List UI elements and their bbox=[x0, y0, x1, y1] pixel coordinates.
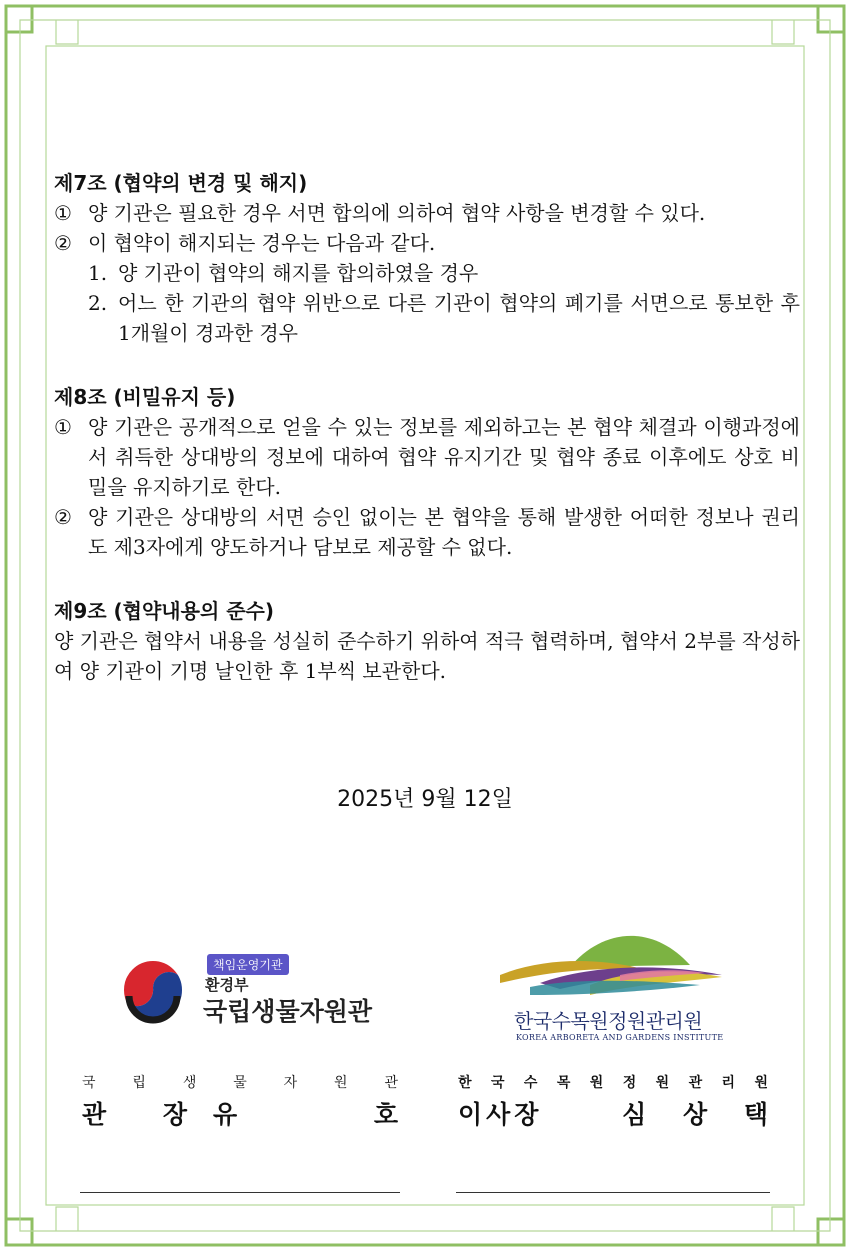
org-name-char: 생 bbox=[182, 1075, 197, 1091]
subclause-text: 양 기관이 협약의 해지를 합의하였을 경우 bbox=[118, 261, 479, 285]
ministry-name: 환경부 bbox=[205, 976, 249, 994]
subclause-text: 어느 한 기관의 협약 위반으로 다른 기관이 협약의 폐기를 서면으로 통보한 후 1개월이 경과한 경우 bbox=[118, 291, 800, 345]
org-name-char: 물 bbox=[233, 1075, 247, 1091]
taegeuk-icon bbox=[115, 952, 191, 1028]
signing-date: 2025년 9월 12일 bbox=[337, 787, 513, 812]
org-name-char: 목 bbox=[556, 1075, 571, 1091]
clause-number: ② bbox=[54, 505, 72, 529]
clause-text: 이 협약이 해지되는 경우는 다음과 같다. bbox=[88, 231, 436, 255]
subclause bbox=[54, 258, 800, 288]
institution-english-name: KOREA ARBORETA AND GARDENS INSTITUTE bbox=[516, 1033, 724, 1042]
signature-line-right bbox=[456, 1192, 770, 1193]
subclause bbox=[54, 288, 800, 348]
org-name-char: 원 bbox=[589, 1075, 604, 1091]
article-title: 제9조 (협약내용의 준수) bbox=[54, 599, 275, 623]
clause-text: 양 기관은 상대방의 서면 승인 없이는 본 협약을 통해 발생한 어떠한 정보나 권리도 제3자에게 양도하거나 담보로 제공할 수 없다. bbox=[88, 505, 800, 559]
mountain-icon bbox=[500, 925, 730, 1005]
signatory-person: 유 호 bbox=[212, 1100, 462, 1129]
clause-number: ② bbox=[54, 231, 72, 255]
signatory-person: 심 상 택 bbox=[622, 1100, 782, 1129]
institution-name: 국립생물자원관 bbox=[203, 997, 373, 1026]
org-name-char: 관 bbox=[688, 1075, 703, 1091]
org-name-char: 립 bbox=[132, 1075, 146, 1091]
subclause-number: 1. bbox=[88, 261, 108, 285]
org-name-char: 원 bbox=[334, 1075, 348, 1091]
article-9 bbox=[54, 596, 800, 686]
signature-line-left bbox=[80, 1192, 400, 1193]
article-title: 제7조 (협약의 변경 및 해지) bbox=[54, 171, 308, 195]
agreement-body bbox=[54, 168, 800, 720]
signatory-org-right bbox=[458, 1072, 768, 1092]
koagi-logo bbox=[500, 925, 730, 1050]
clause-number: ① bbox=[54, 201, 72, 225]
clause bbox=[54, 502, 800, 562]
agency-badge: 책임운영기관 bbox=[207, 954, 289, 975]
org-name-char: 한 bbox=[458, 1075, 472, 1091]
institution-name: 한국수목원정원관리원 bbox=[514, 1009, 703, 1033]
clause-text: 양 기관은 공개적으로 얻을 수 있는 정보를 제외하고는 본 협약 체결과 이행과정에서 취득한 상대방의 정보에 대하여 협약 유지기간 및 협약 종료 이후에도 상호 비밀을 유지하기로 한다. bbox=[88, 415, 800, 499]
article-text: 양 기관은 협약서 내용을 성실히 준수하기 위하여 적극 협력하며, 협약서 2부를 작성하여 양 기관이 기명 날인한 후 1부씩 보관한다. bbox=[54, 629, 800, 683]
clause-number: ① bbox=[54, 415, 72, 439]
article-8 bbox=[54, 382, 800, 562]
clause bbox=[54, 228, 800, 258]
org-name-char: 국 bbox=[490, 1075, 505, 1091]
signatory-title: 이사장 bbox=[458, 1100, 543, 1129]
subclause-number: 2. bbox=[88, 291, 108, 315]
clause-text: 양 기관은 필요한 경우 서면 합의에 의하여 협약 사항을 변경할 수 있다. bbox=[88, 201, 706, 225]
org-name-char: 정 bbox=[622, 1075, 637, 1091]
clause bbox=[54, 412, 800, 502]
org-name-char: 원 bbox=[754, 1075, 768, 1091]
org-name-char: 자 bbox=[283, 1075, 298, 1091]
article-7 bbox=[54, 168, 800, 348]
org-name-char: 원 bbox=[655, 1075, 670, 1091]
nibr-logo bbox=[115, 952, 375, 1032]
org-name-char: 리 bbox=[721, 1075, 736, 1091]
signatory-title: 관 장 bbox=[82, 1100, 212, 1129]
clause bbox=[54, 198, 800, 228]
signatory-org-left bbox=[82, 1072, 398, 1092]
org-name-char: 수 bbox=[523, 1075, 538, 1091]
org-name-char: 국 bbox=[82, 1075, 96, 1091]
article-title: 제8조 (비밀유지 등) bbox=[54, 385, 236, 409]
org-name-char: 관 bbox=[384, 1075, 398, 1091]
